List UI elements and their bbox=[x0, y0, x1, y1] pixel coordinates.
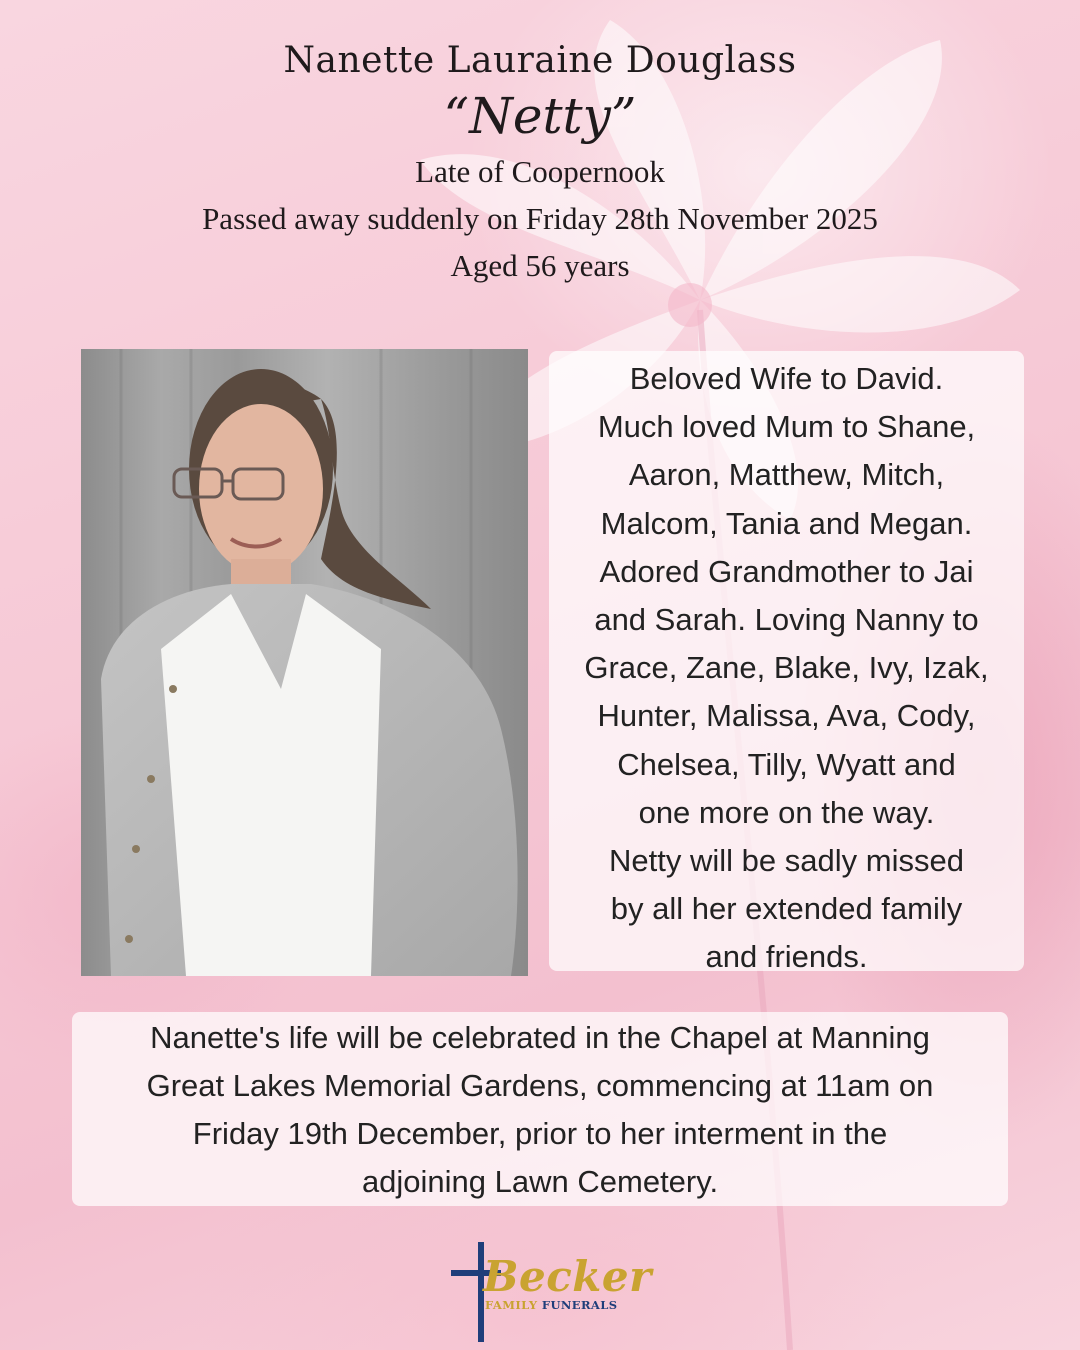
header bbox=[0, 40, 1080, 289]
tribute-line: and friends. bbox=[705, 939, 868, 975]
tribute-line: Netty will be sadly missed bbox=[609, 843, 964, 879]
portrait-illustration bbox=[81, 349, 528, 976]
tribute-line: and Sarah. Loving Nanny to bbox=[594, 602, 979, 638]
tribute-line: Malcom, Tania and Megan. bbox=[600, 505, 973, 541]
logo-subtitle bbox=[485, 1298, 617, 1312]
tribute-line: Adored Grandmother to Jai bbox=[599, 553, 974, 589]
service-line: Friday 19th December, prior to her interment in the bbox=[192, 1116, 888, 1151]
tribute-line: Chelsea, Tilly, Wyatt and bbox=[617, 746, 956, 782]
service-details-box bbox=[72, 1012, 1008, 1206]
passing-date: Passed away suddenly on Friday 28th November 2025 bbox=[202, 201, 878, 236]
tribute-line: one more on the way. bbox=[638, 794, 935, 830]
portrait-photo bbox=[81, 349, 528, 976]
residence: Late of Coopernook bbox=[415, 154, 665, 189]
service-line: adjoining Lawn Cemetery. bbox=[361, 1164, 719, 1199]
service-line: Nanette's life will be celebrated in the Chapel at Manning bbox=[150, 1020, 930, 1055]
tribute-line: Hunter, Malissa, Ava, Cody, bbox=[597, 698, 976, 734]
tribute-line: Beloved Wife to David. bbox=[629, 361, 944, 396]
family-tribute-box bbox=[549, 351, 1024, 975]
logo-brand-name: Becker bbox=[483, 1252, 652, 1301]
logo-sub-word-family: FAMILY bbox=[485, 1298, 538, 1312]
nickname: “Netty” bbox=[443, 87, 637, 145]
logo-sub-word-funerals: FUNERALS bbox=[541, 1298, 618, 1312]
tribute-line: by all her extended family bbox=[610, 891, 963, 927]
tribute-line: Much loved Mum to Shane, bbox=[597, 409, 976, 445]
tribute-line: Grace, Zane, Blake, Ivy, Izak, bbox=[584, 650, 989, 686]
deceased-full-name: Nanette Lauraine Douglass bbox=[283, 40, 797, 81]
service-line: Great Lakes Memorial Gardens, commencing at 11am on bbox=[146, 1068, 934, 1103]
becker-family-funerals-logo bbox=[445, 1238, 652, 1343]
tribute-line: Aaron, Matthew, Mitch, bbox=[628, 457, 945, 493]
age: Aged 56 years bbox=[450, 248, 630, 283]
